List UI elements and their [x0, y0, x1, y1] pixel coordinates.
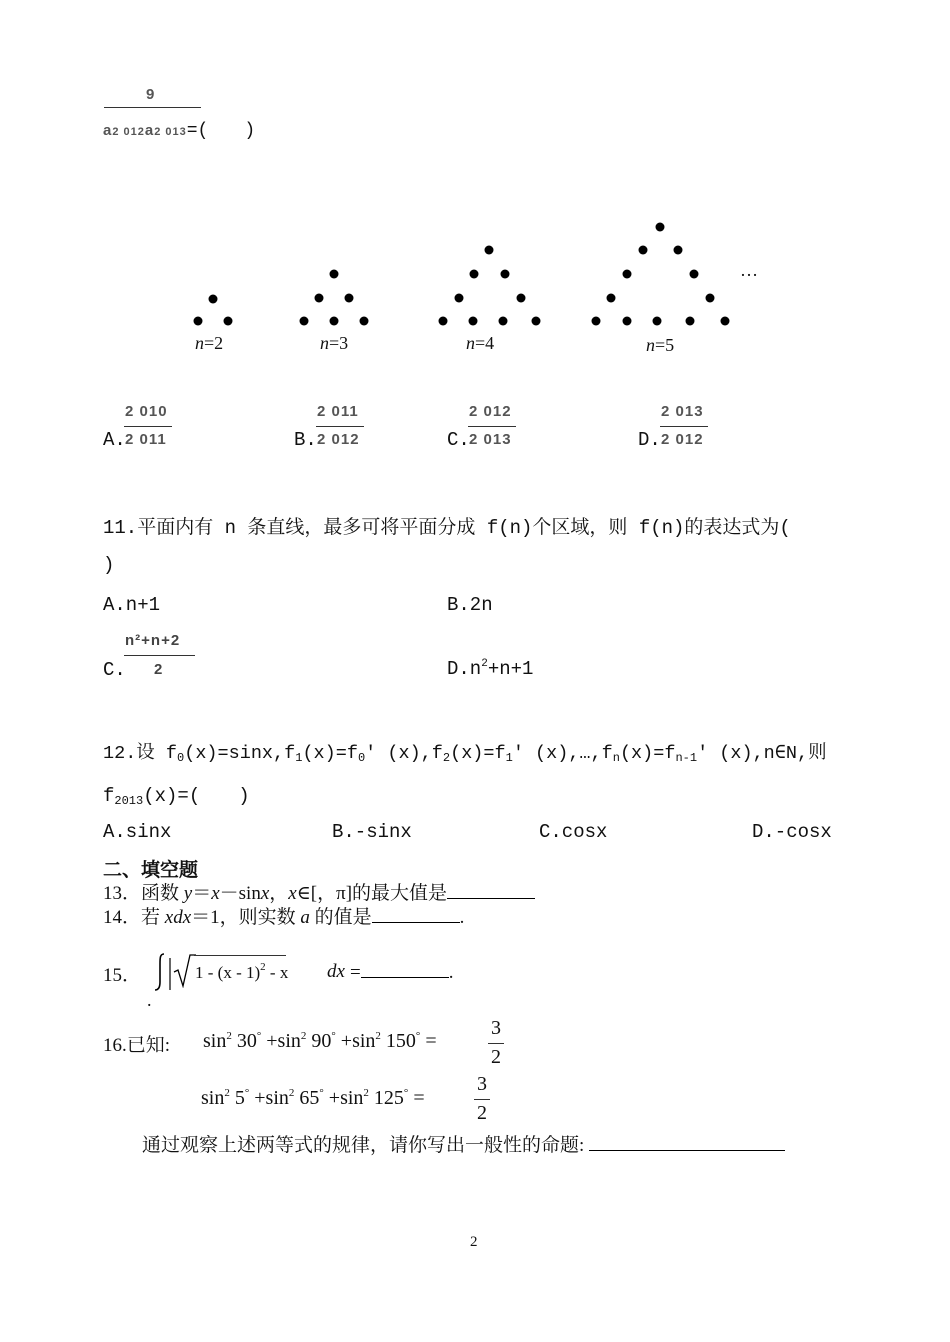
dot — [330, 317, 339, 326]
q16-equation-1: $\sin^2 30^\circ +\sin^2$ $90^\circ +\sin^2$ 150° = — [203, 1030, 437, 1052]
dot — [592, 317, 601, 326]
q12-line2: $f_{2013}(x)=$( ) — [103, 785, 250, 808]
section-title: 二、填空题 — [103, 860, 199, 881]
figure-label-n5: n=5 — [646, 335, 675, 355]
q15-answer: = . — [350, 962, 454, 983]
q10-option-d-num: 2 013 — [661, 403, 704, 420]
q13-text: 13．函数 y＝x－sinx，x∈[，π]的最大值是 — [103, 878, 535, 905]
q15-expression: 1 - (x - 1)$^2$ - x — [195, 961, 289, 982]
q11-option-c-num: n²+n+2 — [125, 632, 181, 649]
dot — [194, 317, 203, 326]
q10-option-a-letter: A. — [103, 429, 126, 451]
dot — [469, 317, 478, 326]
dot — [345, 294, 354, 303]
q10-option-c-letter: C. — [447, 429, 470, 451]
dot — [315, 294, 324, 303]
q10-numerator: 9 — [146, 86, 156, 103]
q10-option-a-den: 2 011 — [125, 431, 167, 448]
dot — [690, 270, 699, 279]
dot-group-n5 — [592, 223, 730, 326]
q16-eq1-bar — [488, 1043, 504, 1044]
sqrt-overbar — [194, 955, 286, 956]
dot — [623, 270, 632, 279]
q10-fraction-bar — [104, 107, 201, 108]
dot — [517, 294, 526, 303]
figure-label-n3: n=3 — [320, 333, 349, 353]
q10-option-b-num: 2 011 — [317, 403, 359, 420]
q16-equation-2: $\sin^2 5^\circ +\sin^2$ $65^\circ +\sin^2$ 125° = — [201, 1087, 425, 1109]
dot — [623, 317, 632, 326]
q10-option-d-den: 2 012 — [661, 431, 704, 448]
q10-option-a-num: 2 010 — [125, 403, 168, 420]
dot — [607, 294, 616, 303]
q15-answer-blank[interactable] — [361, 961, 449, 978]
dot — [501, 270, 510, 279]
q15-dx: dx — [327, 961, 345, 982]
figure-ellipsis: … — [740, 260, 758, 280]
dot — [455, 294, 464, 303]
dot — [656, 223, 665, 232]
q13-answer-blank[interactable] — [447, 882, 535, 899]
q16-answer-blank[interactable] — [589, 1134, 785, 1151]
q10-option-c-num: 2 012 — [469, 403, 512, 420]
q11-option-c-bar — [124, 655, 195, 656]
q14-text: 14．若 xdx＝1，则实数 a 的值是 . — [103, 907, 465, 928]
q11-line1: 11.平面内有 n 条直线，最多可将平面分成 f(n)个区域，则 f(n)的表达式为( — [103, 517, 791, 539]
q16-eq2-den: 2 — [477, 1102, 487, 1124]
q16-eq1-num: 3 — [491, 1017, 501, 1039]
q10-tail: =( ) — [186, 121, 256, 141]
q10-option-b-bar — [316, 426, 364, 427]
q10-option-b-letter: B. — [294, 429, 317, 451]
q11-option-a: A.n+1 — [103, 594, 161, 616]
q16-eq2-bar — [474, 1099, 490, 1100]
q16-prompt: 通过观察上述两等式的规律，请你写出一般性的命题: — [142, 1130, 785, 1157]
q10-denominator — [103, 115, 255, 141]
q10-option-b-den: 2 012 — [317, 431, 360, 448]
q16-label: 16.已知: — [103, 1035, 171, 1056]
q11-option-c-den: 2 — [154, 661, 164, 678]
page-number: 2 — [470, 1234, 478, 1250]
q15-dot: . — [147, 990, 152, 1010]
q10-den-a2: a — [144, 122, 155, 139]
q10-option-c-bar — [468, 426, 516, 427]
q12-option-b: B.-sinx — [332, 821, 412, 843]
dot — [300, 317, 309, 326]
dot — [470, 270, 479, 279]
q11-option-c-letter: C. — [103, 659, 126, 681]
dot — [653, 317, 662, 326]
figure-label-n2: n=2 — [195, 333, 224, 353]
dot — [686, 317, 695, 326]
dot-group-n4 — [439, 246, 541, 326]
figure-label-n4: n=4 — [466, 333, 495, 353]
dot — [224, 317, 233, 326]
dot — [639, 246, 648, 255]
q10-den-sub2: 2 013 — [154, 126, 187, 138]
q11-option-d: $D.n^2+n+1$ — [447, 658, 534, 680]
q11-line2: ) — [103, 554, 115, 576]
q10-option-c-den: 2 013 — [469, 431, 512, 448]
q12-option-d: D.-cosx — [752, 821, 832, 843]
dot — [439, 317, 448, 326]
q10-option-d-bar — [660, 426, 708, 427]
dot — [360, 317, 369, 326]
dot — [209, 295, 218, 304]
dot — [532, 317, 541, 326]
dot — [330, 270, 339, 279]
dot-group-n3 — [300, 270, 369, 326]
dot — [706, 294, 715, 303]
q10-den-sub1: 2 012 — [112, 126, 145, 138]
dot — [674, 246, 683, 255]
q10-den-a1: a — [103, 122, 113, 139]
q12-option-c: C.cosx — [539, 821, 608, 843]
sqrt-sign-icon — [172, 952, 196, 988]
dot — [485, 246, 494, 255]
q15-label: 15． — [103, 965, 142, 986]
dot — [721, 317, 730, 326]
q10-option-d-letter: D. — [638, 429, 661, 451]
q11-option-b: B.2n — [447, 594, 493, 616]
q12-option-a: A.sinx — [103, 821, 172, 843]
q12-line1: 12.设 $f_0(x)=\sin x,f_1(x)=f_0'$ $(x),f_2(x)=f_1'$ $(x),\dots,f_n(x)=f_{n-1}'$ (x),n∈N,则 — [103, 743, 827, 765]
q10-option-a-bar — [124, 426, 172, 427]
q16-eq1-den: 2 — [491, 1046, 501, 1068]
q14-answer-blank[interactable] — [372, 906, 460, 923]
q16-eq2-num: 3 — [477, 1073, 487, 1095]
dot — [499, 317, 508, 326]
dot-group-n2 — [194, 295, 233, 326]
